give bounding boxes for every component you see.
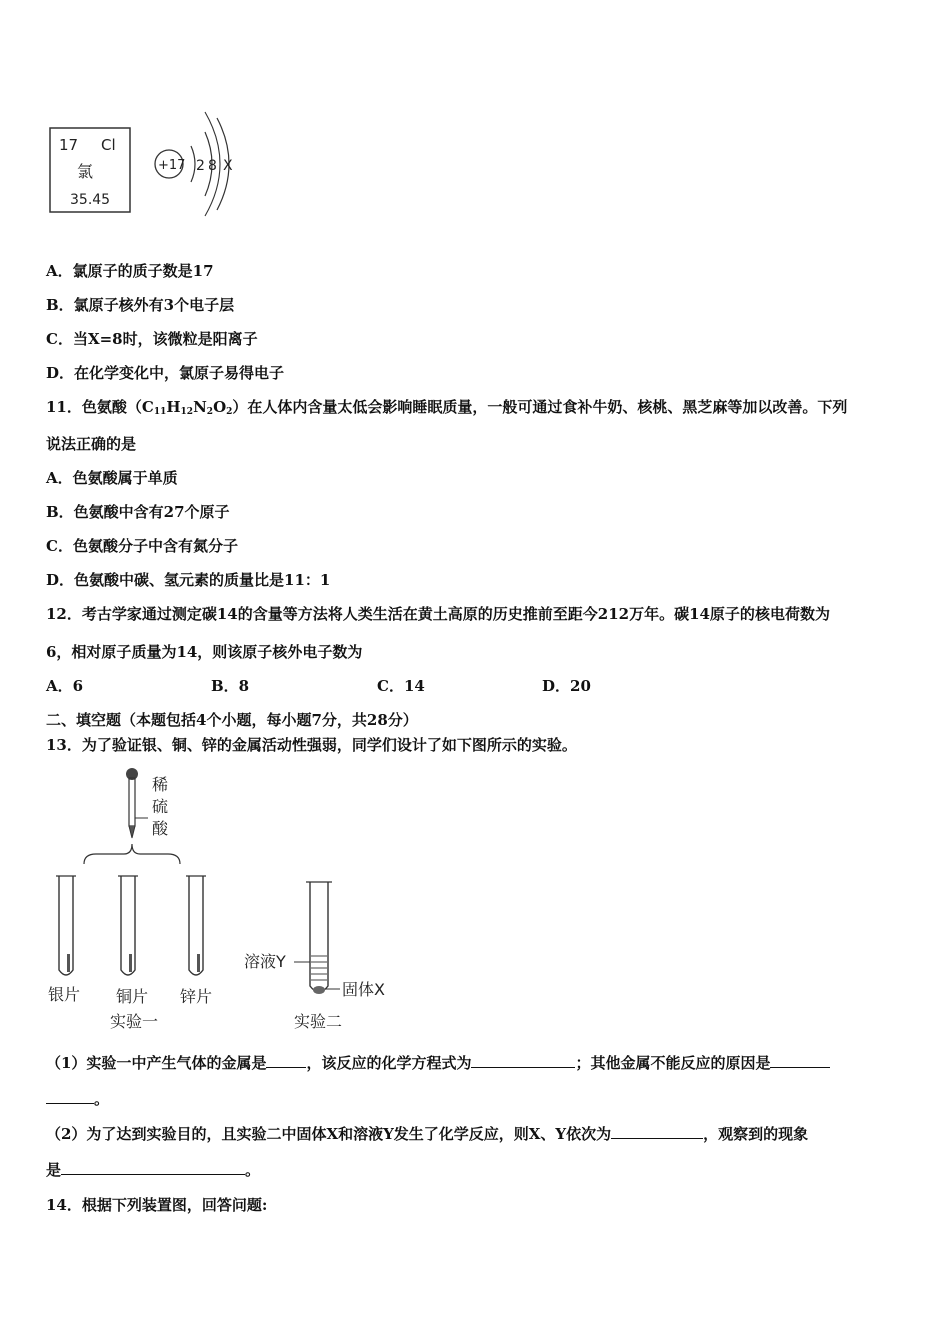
q12-option-c: C．14 xyxy=(377,677,425,695)
solution-lines xyxy=(311,956,327,980)
q10-option-d: D．在化学变化中，氯原子易得电子 xyxy=(46,364,285,382)
q12-option-b: B．8 xyxy=(211,677,250,695)
acid-label-1: 稀 xyxy=(152,775,169,794)
section-title: 二、填空题（本题包括4个小题，每小题7分，共28分） xyxy=(46,711,418,729)
q12-option-a: A．6 xyxy=(46,677,84,695)
acid-label-2: 硫 xyxy=(152,797,169,816)
acid-label-3: 酸 xyxy=(152,819,169,838)
q11-option-b: B．色氨酸中含有27个原子 xyxy=(46,503,230,521)
q11-stem-line2: 说法正确的是 xyxy=(46,435,137,453)
q12-stem-line2: 6，相对原子质量为14，则该原子核外电子数为 xyxy=(46,643,363,661)
label-zinc: 锌片 xyxy=(180,987,213,1006)
label-copper: 铜片 xyxy=(116,987,149,1006)
answer-blank-3-cont[interactable] xyxy=(46,1089,94,1104)
answer-blank-1[interactable] xyxy=(266,1053,306,1068)
q10-option-b: B．氯原子核外有3个电子层 xyxy=(46,296,235,314)
dropper-tip xyxy=(129,826,135,838)
q11-option-c: C．色氨酸分子中含有氮分子 xyxy=(46,537,238,555)
label-solid-x: 固体X xyxy=(342,980,385,999)
q11-option-a: A．色氨酸属于单质 xyxy=(46,469,178,487)
label-silver: 银片 xyxy=(48,985,81,1004)
q13-part1-line2: 。 xyxy=(46,1089,109,1109)
q12-options xyxy=(46,676,646,696)
element-mass: 35.45 xyxy=(70,192,111,208)
answer-blank-3[interactable] xyxy=(770,1053,830,1068)
experiment-figure xyxy=(44,764,404,1036)
q10-option-a: A．氯原子的质子数是17 xyxy=(46,262,214,280)
nucleus-charge: +17 xyxy=(158,158,186,173)
electron-shell-1 xyxy=(191,146,195,182)
q14-stem: 14．根据下列装置图，回答问题: xyxy=(46,1196,268,1214)
element-number: 17 xyxy=(59,136,79,154)
element-symbol: Cl xyxy=(101,136,116,154)
label-experiment-1: 实验一 xyxy=(110,1012,159,1031)
q13-part2-line2: 是 。 xyxy=(46,1161,261,1179)
label-solution-y: 溶液Y xyxy=(244,952,286,971)
q13-part2: （2）为了达到实验目的，且实验二中固体X和溶液Y发生了化学反应，则X、Y依次为 ，观察到的现象 xyxy=(46,1125,809,1143)
shell-2-count: 8 xyxy=(208,158,217,174)
q13-part1: （1）实验一中产生气体的金属是 ，该反应的化学方程式为 ；其他金属不能反应的原因是 xyxy=(46,1053,830,1073)
dropper-stem xyxy=(129,778,135,826)
test-tube-1 xyxy=(59,876,73,975)
test-tube-4 xyxy=(310,882,328,992)
element-name: 氯 xyxy=(77,162,94,181)
test-tube-2 xyxy=(121,876,135,975)
zinc-strip xyxy=(197,954,200,972)
label-experiment-2: 实验二 xyxy=(294,1012,343,1031)
q10-option-c: C．当X=8时，该微粒是阳离子 xyxy=(46,330,258,348)
copper-strip xyxy=(129,954,132,972)
q12-option-d: D．20 xyxy=(542,677,591,695)
q11-option-d: D．色氨酸中碳、氢元素的质量比是11：1 xyxy=(46,571,331,589)
q12-stem: 12．考古学家通过测定碳14的含量等方法将人类生活在黄土高原的历史推前至距今212万年。碳14原子的核电荷数为 xyxy=(46,605,830,623)
solid-x-blob xyxy=(313,986,325,994)
q11-stem: 11．色氨酸$(C_{11}H_{12}N_2O_2)$在人体内含量太低会影响睡眠质量，一般可通过食补牛奶、核桃、黑芝麻等加以改善。下列 xyxy=(46,398,848,417)
shell-3-count: X xyxy=(223,158,233,174)
shell-1-count: 2 xyxy=(196,158,205,174)
answer-blank-2[interactable] xyxy=(471,1053,575,1068)
test-tube-3 xyxy=(189,876,203,975)
chlorine-figure xyxy=(45,108,255,220)
silver-strip xyxy=(67,954,70,972)
answer-blank-4[interactable] xyxy=(611,1124,703,1139)
answer-blank-5[interactable] xyxy=(61,1160,245,1175)
q13-stem: 13．为了验证银、铜、锌的金属活动性强弱，同学们设计了如下图所示的实验。 xyxy=(46,736,577,754)
brace xyxy=(84,844,180,864)
